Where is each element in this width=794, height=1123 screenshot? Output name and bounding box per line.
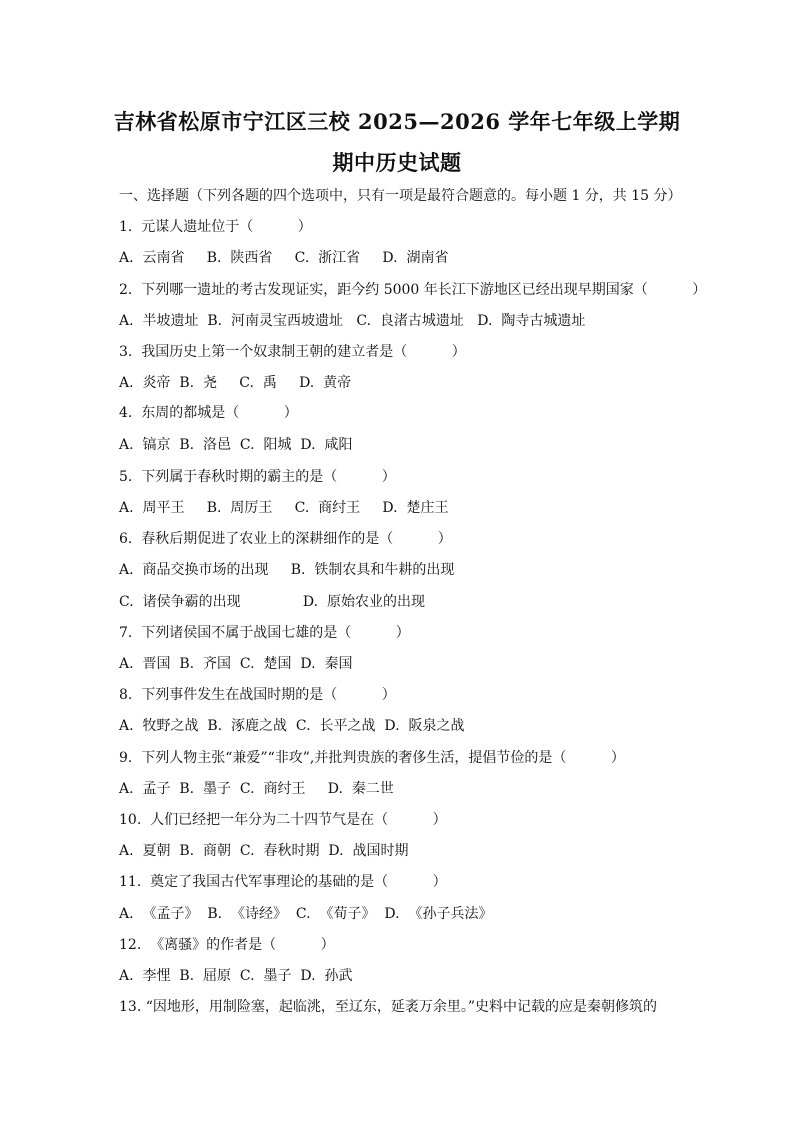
options-6-cd: C. 诸侯争霸的出现 D. 原始农业的出现 (119, 594, 425, 610)
options-10: A. 夏朝 B. 商朝 C. 春秋时期 D. 战国时期 (119, 843, 409, 859)
options-12: A. 李悝 B. 屈原 C. 墨子 D. 孙武 (119, 968, 353, 984)
options-7: A. 晋国 B. 齐国 C. 楚国 D. 秦国 (119, 656, 353, 672)
section-heading: 一、选择题（下列各题的四个选项中，只有一项是最符合题意的。每小题 1 分，共 15 分） (119, 188, 682, 204)
options-9: A. 孟子 B. 墨子 C. 商纣王 D. 秦二世 (119, 781, 394, 797)
options-8: A. 牧野之战 B. 涿鹿之战 C. 长平之战 D. 阪泉之战 (119, 718, 465, 734)
exam-title-line2: 期中历史试题 (332, 150, 462, 175)
question-1: 1. 元谋人遗址位于（ ） (119, 219, 312, 235)
question-7: 7. 下列诸侯国不属于战国七雄的是（ ） (119, 625, 410, 641)
question-3: 3. 我国历史上第一个奴隶制王朝的建立者是（ ） (119, 344, 466, 360)
options-6-ab: A. 商品交换市场的出现 B. 铁制农具和牛耕的出现 (119, 562, 455, 578)
question-6: 6. 春秋后期促进了农业上的深耕细作的是（ ） (119, 531, 452, 547)
question-2: 2. 下列哪一遗址的考古发现证实，距今约 5000 年长江下游地区已经出现早期国家（ ） (119, 282, 707, 298)
question-12: 12. 《离骚》的作者是（ ） (119, 937, 335, 953)
options-3: A. 炎帝 B. 尧 C. 禹 D. 黄帝 (119, 375, 352, 391)
question-10: 10. 人们已经把一年分为二十四节气是在（ ） (119, 812, 447, 828)
options-5: A. 周平王 B. 周厉王 C. 商纣王 D. 楚庄王 (119, 500, 449, 516)
exam-title-line1: 吉林省松原市宁江区三校 2025—2026 学年七年级上学期 (113, 109, 681, 134)
options-11: A. 《孟子》 B. 《诗经》 C. 《荀子》 D. 《孙子兵法》 (119, 906, 493, 922)
question-9: 9. 下列人物主张“兼爱”“非攻”,并批判贵族的奢侈生活，提倡节俭的是（ ） (119, 750, 625, 766)
question-4: 4. 东周的都城是（ ） (119, 405, 298, 421)
options-2: A. 半坡遗址 B. 河南灵宝西坡遗址 C. 良渚古城遗址 D. 陶寺古城遗址 (119, 313, 586, 329)
question-11: 11. 奠定了我国古代军事理论的基础的是（ ） (119, 874, 447, 890)
question-8: 8. 下列事件发生在战国时期的是（ ） (119, 687, 396, 703)
question-13: 13. “因地形，用制险塞，起临洮，至辽东，延袤万余里。”史料中记载的应是秦朝修筑的 (119, 999, 658, 1015)
question-5: 5. 下列属于春秋时期的霸主的是（ ） (119, 469, 396, 485)
options-1: A. 云南省 B. 陕西省 C. 浙江省 D. 湖南省 (119, 250, 449, 266)
options-4: A. 镐京 B. 洛邑 C. 阳城 D. 咸阳 (119, 437, 353, 453)
